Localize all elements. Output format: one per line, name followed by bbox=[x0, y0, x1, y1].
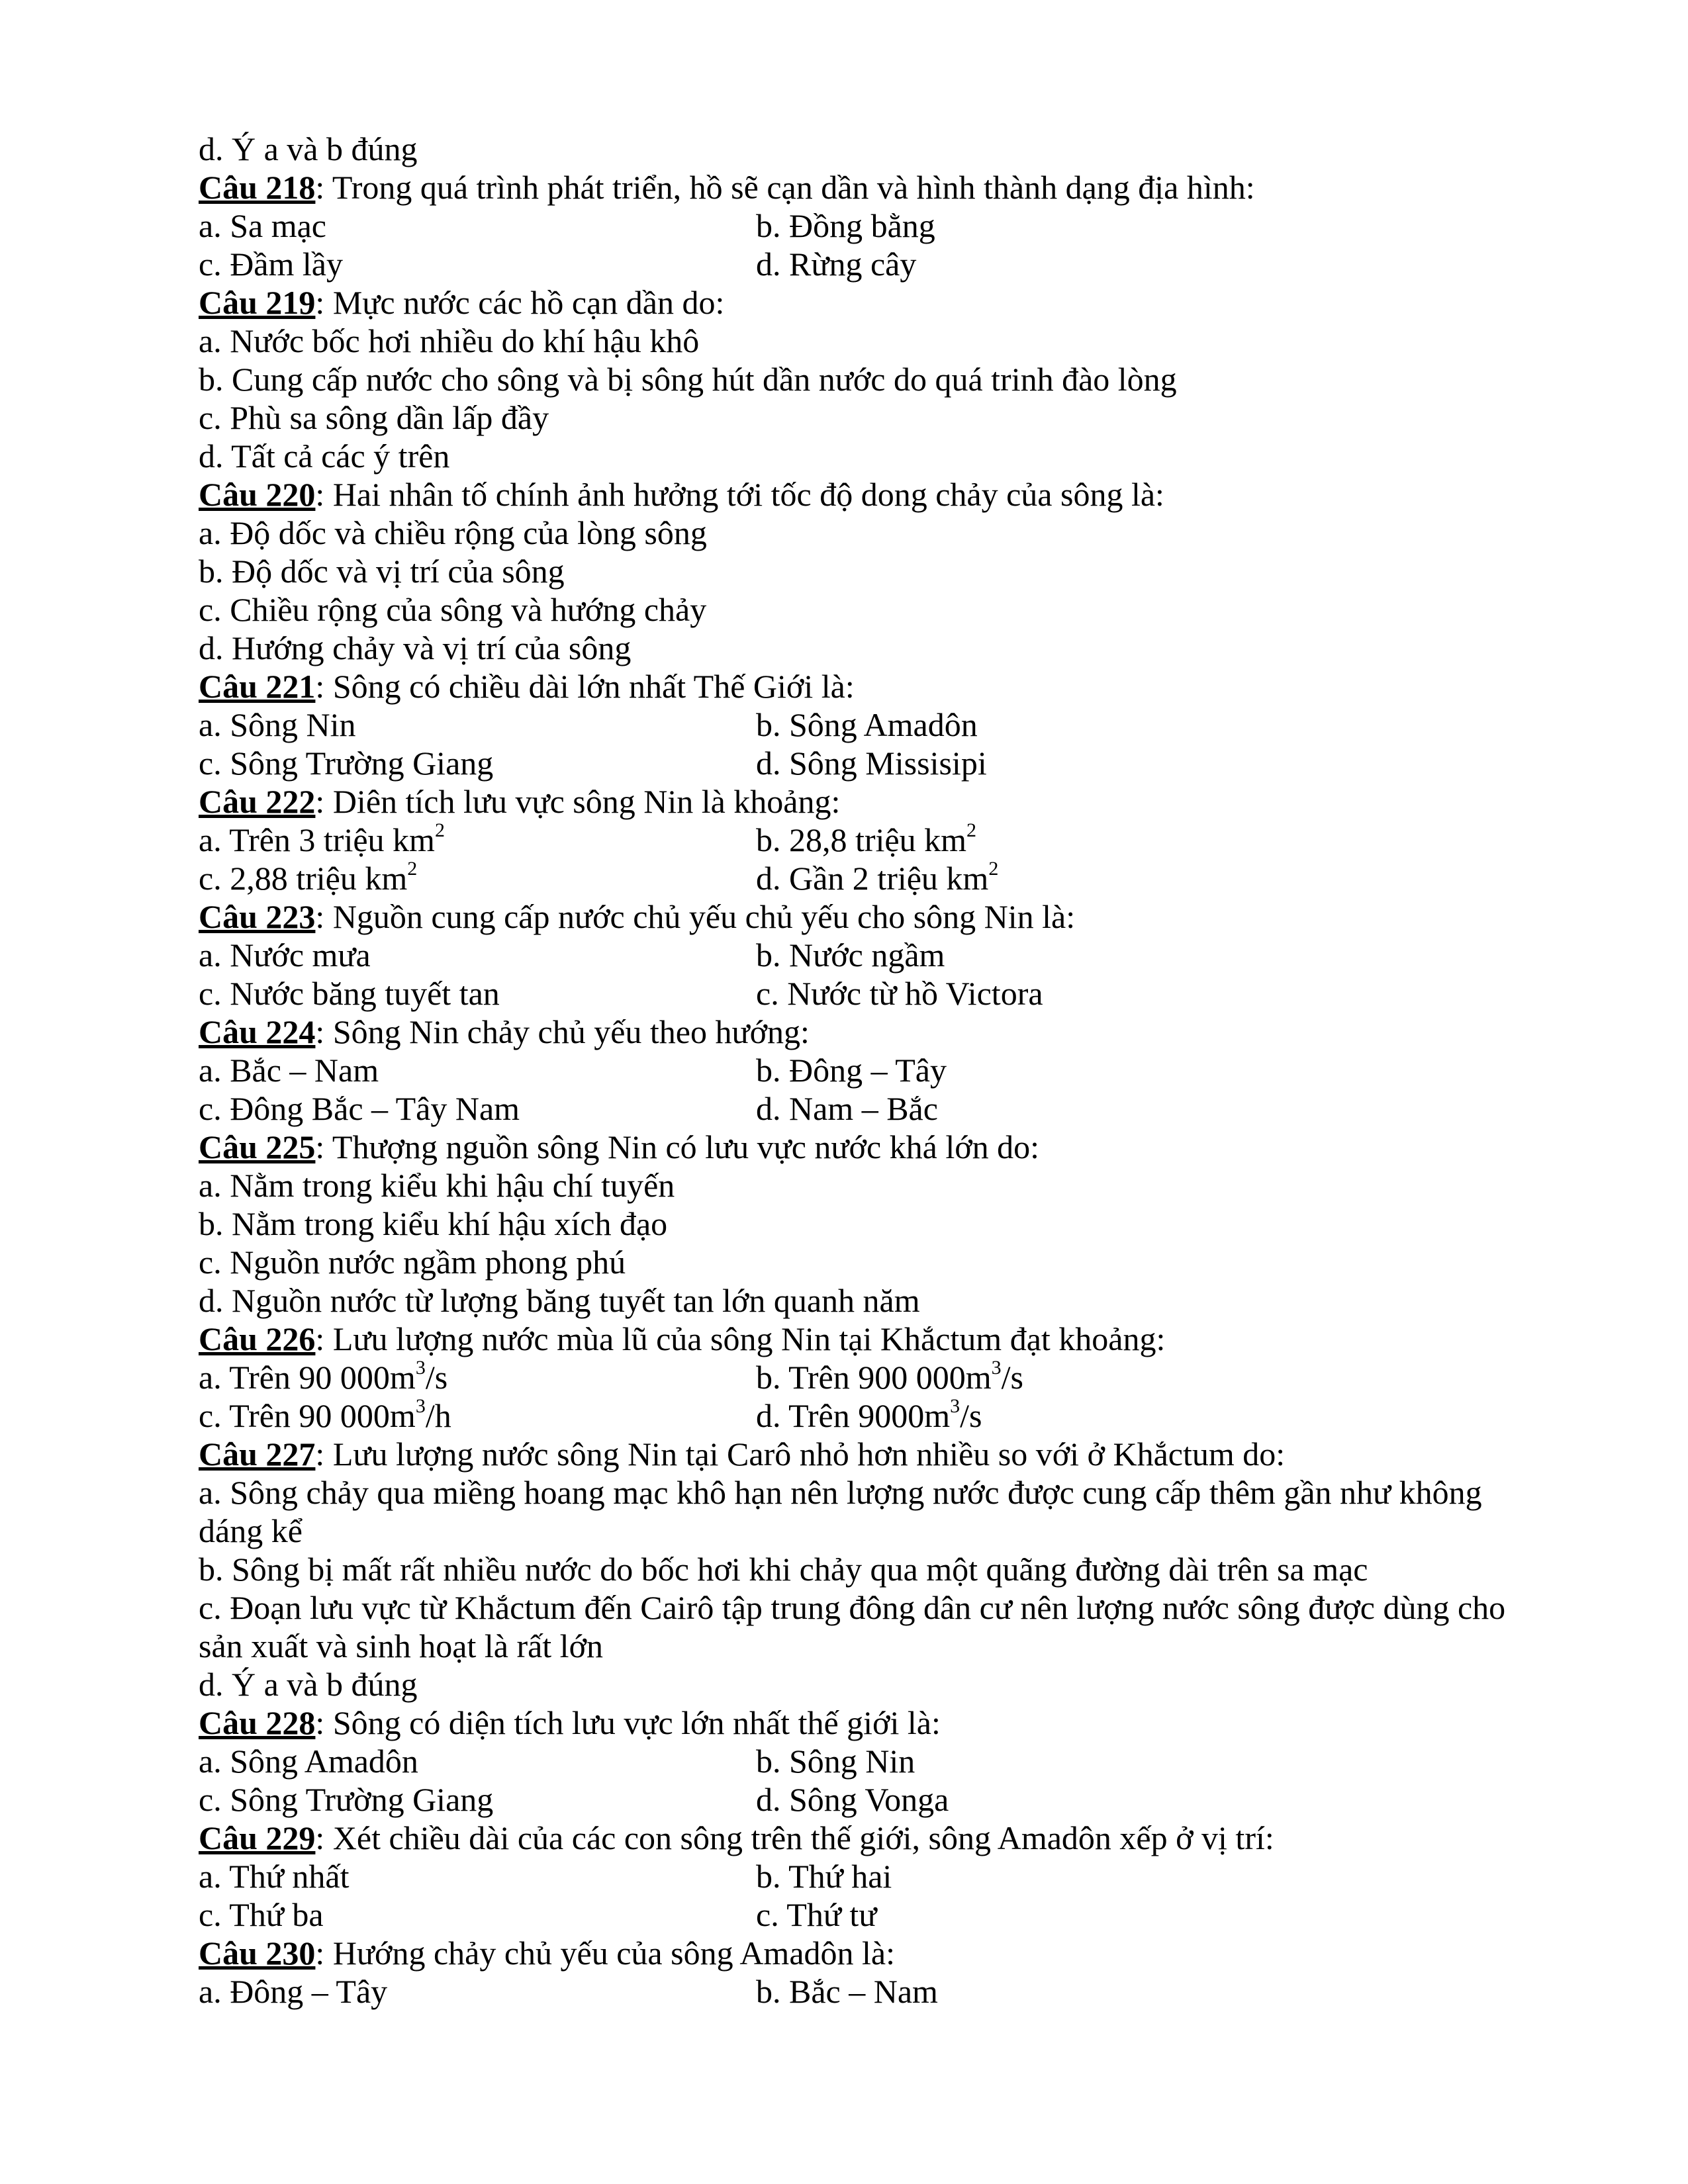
superscript: 2 bbox=[988, 858, 999, 880]
option-d: d. Hướng chảy và vị trí của sông bbox=[199, 629, 632, 666]
option-c: c. Chiều rộng của sông và hướng chảy bbox=[199, 591, 707, 628]
question-225 bbox=[199, 1128, 1516, 1166]
option-d: d. Sông Missisipi bbox=[756, 745, 987, 782]
options-row bbox=[199, 859, 1516, 897]
option-d: d. Ý a và b đúng bbox=[199, 1666, 418, 1703]
option-a: a. Sông Amadôn bbox=[199, 1743, 418, 1780]
option-a: a. Sa mạc bbox=[199, 207, 326, 244]
superscript: 3 bbox=[415, 1357, 426, 1379]
option-d: d. Gần 2 triệu $km^2$ bbox=[756, 858, 999, 897]
options-row bbox=[199, 1857, 1516, 1895]
option-d: d. Nguồn nước từ lượng băng tuyết tan lớn quanh năm bbox=[199, 1282, 920, 1319]
options-row bbox=[199, 1742, 1516, 1780]
option-b: b. Cung cấp nước cho sông và bị sông hút dần nước do quá trinh đào lòng bbox=[199, 361, 1177, 398]
option-d: d. Rừng cây bbox=[756, 246, 917, 283]
options-row bbox=[199, 974, 1516, 1013]
options-row bbox=[199, 744, 1516, 782]
option-d: c. Nước từ hồ Victora bbox=[756, 975, 1043, 1012]
superscript: 3 bbox=[950, 1395, 961, 1418]
option-a: a. Nước mưa bbox=[199, 936, 371, 974]
question-text: : Trong quá trình phát triển, hồ sẽ cạn dần và hình thành dạng địa hình: bbox=[315, 169, 1255, 206]
option-c: c. Sông Trường Giang bbox=[199, 745, 494, 782]
option-a: a. Thứ nhất bbox=[199, 1858, 350, 1895]
option-c: c. Nguồn nước ngầm phong phú bbox=[199, 1244, 626, 1281]
option-d: c. Thứ tư bbox=[756, 1896, 877, 1933]
option-b: b. Đồng bằng bbox=[756, 207, 935, 244]
question-text: : Sông có diện tích lưu vực lớn nhất thế giới là: bbox=[315, 1704, 941, 1741]
question-text: : Mực nước các hồ cạn dần do: bbox=[315, 284, 725, 321]
question-label: Câu 224 bbox=[199, 1013, 316, 1050]
question-text: : Lưu lượng nước sông Nin tại Carô nhỏ hơn nhiều so với ở Khắctum do: bbox=[315, 1435, 1286, 1473]
option-c: c. Đông Bắc – Tây Nam bbox=[199, 1090, 520, 1127]
question-text: : Hai nhân tố chính ảnh hưởng tới tốc độ dong chảy của sông là: bbox=[315, 476, 1164, 513]
question-text: : Nguồn cung cấp nước chủ yếu chủ yếu cho sông Nin là: bbox=[315, 898, 1076, 935]
option-c: c. Đoạn lưu vực từ Khắctum đến Cairô tập trung đông dân cư nên lượng nước sông được dùng cho sản xuất và sinh hoạt là rất lớn bbox=[199, 1589, 1506, 1664]
question-label: Câu 227 bbox=[199, 1435, 316, 1473]
option-b: b. Nước ngầm bbox=[756, 936, 945, 974]
question-label: Câu 226 bbox=[199, 1320, 316, 1357]
question-223 bbox=[199, 897, 1516, 936]
question-text: : Xét chiều dài của các con sông trên thế giới, sông Amadôn xếp ở vị trí: bbox=[315, 1819, 1274, 1856]
option-d: d. Nam – Bắc bbox=[756, 1090, 938, 1127]
question-label: Câu 219 bbox=[199, 284, 316, 321]
option-b: b. Trên 900 $000m^3/s$ bbox=[756, 1357, 1023, 1396]
option-a: a. Độ dốc và chiều rộng của lòng sông bbox=[199, 514, 707, 551]
option-a: a. Sông Nin bbox=[199, 706, 356, 743]
option-b: b. Bắc – Nam bbox=[756, 1973, 938, 2010]
option-c: c. Đầm lầy bbox=[199, 246, 343, 283]
options-row bbox=[199, 1780, 1516, 1819]
options-row bbox=[199, 1089, 1516, 1128]
option-d: d. Trên $9000m^3/s$ bbox=[756, 1395, 982, 1434]
option-d: d. Tất cả các ý trên bbox=[199, 437, 450, 475]
options-row bbox=[199, 245, 1516, 283]
option-c: c. Trên 90 $000m^3/h$ bbox=[199, 1395, 451, 1434]
intro-answer: d. Ý a và b đúng bbox=[199, 130, 418, 167]
question-219 bbox=[199, 283, 1516, 322]
option-a: a. Nước bốc hơi nhiều do khí hậu khô bbox=[199, 322, 700, 359]
option-a: a. Sông chảy qua miềng hoang mạc khô hạn nên lượng nước được cung cấp thêm gần như không dáng kể bbox=[199, 1474, 1482, 1549]
question-224 bbox=[199, 1013, 1516, 1051]
superscript: 2 bbox=[407, 858, 418, 880]
option-b: b. Nằm trong kiểu khí hậu xích đạo bbox=[199, 1205, 668, 1242]
question-218 bbox=[199, 168, 1516, 206]
options-row bbox=[199, 1972, 1516, 2011]
options-row bbox=[199, 821, 1516, 859]
option-b: b. Đông – Tây bbox=[756, 1052, 947, 1089]
option-c: c. Sông Trường Giang bbox=[199, 1781, 494, 1818]
question-221 bbox=[199, 667, 1516, 705]
option-b: b. Sông Amadôn bbox=[756, 706, 978, 743]
option-c: c. Nước băng tuyết tan bbox=[199, 975, 500, 1012]
question-label: Câu 218 bbox=[199, 169, 316, 206]
option-c: c. Phù sa sông dần lấp đầy bbox=[199, 399, 549, 436]
option-d: d. Sông Vonga bbox=[756, 1781, 949, 1818]
options-row bbox=[199, 1051, 1516, 1089]
question-label: Câu 223 bbox=[199, 898, 316, 935]
option-a: a. Trên 90 $000m^3/s$ bbox=[199, 1357, 448, 1396]
superscript: 2 bbox=[434, 819, 445, 842]
options-row bbox=[199, 1895, 1516, 1934]
question-text: : Sông có chiều dài lớn nhất Thế Giới là: bbox=[315, 668, 855, 705]
question-text: : Thượng nguồn sông Nin có lưu vực nước khá lớn do: bbox=[315, 1128, 1040, 1165]
option-a: a. Bắc – Nam bbox=[199, 1052, 379, 1089]
option-c: c. 2,88 triệu $km^2$ bbox=[199, 858, 418, 897]
question-label: Câu 222 bbox=[199, 783, 316, 820]
option-b: b. Độ dốc và vị trí của sông bbox=[199, 553, 565, 590]
question-label: Câu 230 bbox=[199, 1934, 316, 1972]
option-b: b. 28,8 triệu $km^2$ bbox=[756, 819, 977, 858]
option-b: b. Sông bị mất rất nhiều nước do bốc hơi khi chảy qua một quãng đường dài trên sa mạc bbox=[199, 1551, 1368, 1588]
option-b: b. Sông Nin bbox=[756, 1743, 915, 1780]
question-226 bbox=[199, 1320, 1516, 1358]
options-row bbox=[199, 705, 1516, 744]
options-row bbox=[199, 936, 1516, 974]
option-a: a. Trên 3 triệu $km^2$ bbox=[199, 819, 445, 858]
option-a: a. Đông – Tây bbox=[199, 1973, 388, 2010]
question-text: : Hướng chảy chủ yếu của sông Amadôn là: bbox=[315, 1934, 895, 1972]
question-227 bbox=[199, 1435, 1516, 1473]
superscript: 2 bbox=[966, 819, 977, 842]
question-label: Câu 228 bbox=[199, 1704, 316, 1741]
option-b: b. Thứ hai bbox=[756, 1858, 892, 1895]
superscript: 3 bbox=[415, 1395, 426, 1418]
question-label: Câu 225 bbox=[199, 1128, 316, 1165]
question-label: Câu 221 bbox=[199, 668, 316, 705]
question-text: : Lưu lượng nước mùa lũ của sông Nin tại Khắctum đạt khoảng: bbox=[315, 1320, 1166, 1357]
question-228 bbox=[199, 1704, 1516, 1742]
question-220 bbox=[199, 475, 1516, 514]
question-229 bbox=[199, 1819, 1516, 1857]
question-text: : Sông Nin chảy chủ yếu theo hướng: bbox=[315, 1013, 810, 1050]
option-c: c. Thứ ba bbox=[199, 1896, 324, 1933]
options-row bbox=[199, 1396, 1516, 1435]
options-row bbox=[199, 206, 1516, 245]
question-label: Câu 220 bbox=[199, 476, 316, 513]
option-a: a. Nằm trong kiểu khi hậu chí tuyến bbox=[199, 1167, 675, 1204]
question-list bbox=[199, 130, 1516, 2011]
question-222 bbox=[199, 782, 1516, 821]
question-label: Câu 229 bbox=[199, 1819, 316, 1856]
options-row bbox=[199, 1358, 1516, 1396]
question-text: : Diên tích lưu vực sông Nin là khoảng: bbox=[315, 783, 841, 820]
question-230 bbox=[199, 1934, 1516, 1972]
superscript: 3 bbox=[991, 1357, 1002, 1379]
